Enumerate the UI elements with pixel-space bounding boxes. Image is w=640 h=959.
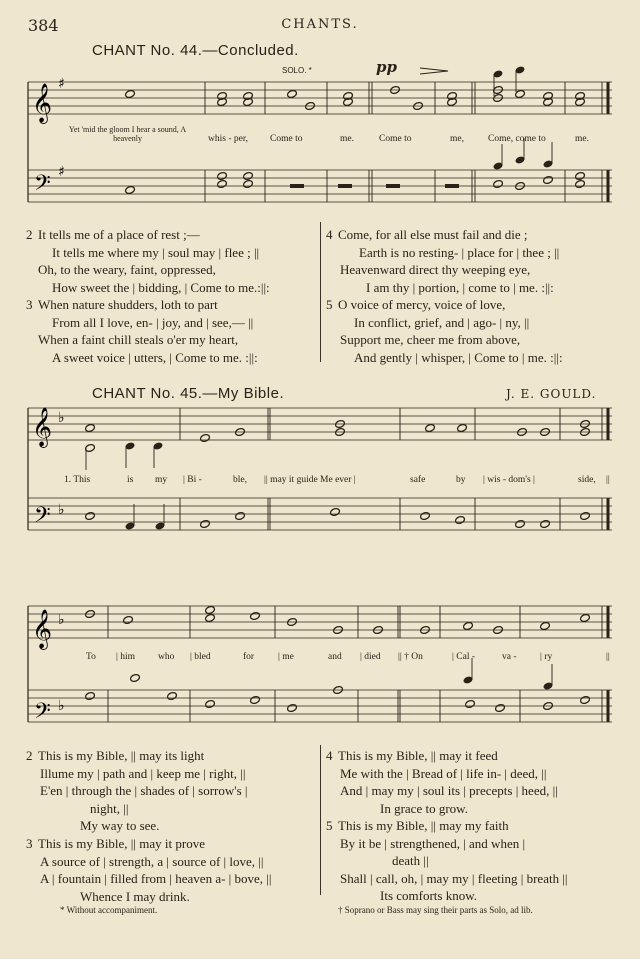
footnote-left: * Without accompaniment. — [60, 905, 158, 915]
bass-clef-icon: 𝄢 — [34, 503, 51, 533]
verse-5: 5 O voice of mercy, voice of love, In conflict, grief, and | ago- | ny, || Support me, cheer me from above, And gently | whisper, | Come to | me. :||: — [326, 297, 563, 365]
key-sharp-icon: ♯ — [58, 76, 65, 92]
lyric-syllable: Come, come to — [488, 134, 546, 144]
lyric-syllable: | ry — [540, 652, 553, 662]
lyric-syllable: | died — [360, 652, 381, 662]
key-flat-icon: ♭ — [58, 612, 65, 628]
bass-clef-icon: 𝄢 — [34, 171, 51, 201]
verse-2: 2 It tells me of a place of rest ;— It tells me where my | soul may | flee ; || Oh, to the weary, faint, oppressed, How sweet the | bidding, | Come to me.:||: — [26, 227, 270, 295]
composer: J. E. GOULD. — [506, 387, 597, 401]
lyric-syllable: by — [456, 475, 466, 485]
key-sharp-icon: ♯ — [58, 164, 65, 180]
lyric-syllable: | bled — [190, 652, 211, 662]
lyric-syllable: ble, — [233, 475, 247, 485]
page-number: 384 — [28, 16, 59, 35]
lyric-syllable: | Bi - — [183, 475, 202, 485]
lyric-syllable: for — [243, 652, 255, 662]
lyric-syllable: || — [606, 652, 610, 662]
lyric-intro: Yet 'mid the gloom I hear a sound, A heavenly — [68, 125, 187, 143]
lyric-syllable: side, — [578, 475, 596, 485]
lyric-syllable: me, — [450, 134, 464, 144]
key-flat-icon: ♭ — [58, 698, 65, 714]
lyric-syllable: who — [158, 652, 175, 662]
lyric-syllable: | wis - dom's | — [483, 475, 535, 485]
bass-clef-icon: 𝄢 — [34, 699, 51, 729]
verse-2: 2 This is my Bible, || may its light Illume my | path and | keep me | right, || E'en | through the | shades of | sorrow's | night, || My way to see. — [26, 748, 248, 833]
verse-3: 3 When nature shudders, loth to part From all I love, en- | joy, and | see,— || When a faint chill steals o'er my heart, A sweet voice | utters, | Come to me. :||: — [26, 297, 258, 365]
treble-clef-icon: 𝄞 — [32, 83, 53, 123]
lyric-syllable: || may it guide Me ever | — [264, 475, 356, 485]
verse-3: 3 This is my Bible, || may it prove A source of | strength, a | source of | love, || A | fountain | filled from | heaven a- | bove, || Whence I may drink. — [26, 836, 272, 904]
lyric-syllable: 1. This — [64, 475, 91, 485]
page-header: CHANTS. — [281, 17, 359, 32]
lyric-syllable: me. — [340, 134, 354, 144]
lyric-syllable: me. — [575, 134, 589, 144]
lyric-syllable: and — [328, 652, 342, 662]
lyric-syllable: my — [155, 475, 168, 485]
dynamic-marking: pp — [376, 58, 397, 76]
lyric-syllable: Come to — [270, 134, 303, 144]
lyric-syllable: va - — [502, 652, 517, 662]
lyric-syllable: || — [606, 475, 610, 485]
lyric-syllable: | him — [116, 652, 136, 662]
chant-45-title: CHANT No. 45.—My Bible. — [92, 385, 285, 402]
lyric-syllable: || † On — [398, 652, 423, 662]
treble-clef-icon: 𝄞 — [32, 609, 53, 649]
lyric-syllable: is — [127, 475, 134, 485]
key-flat-icon: ♭ — [58, 502, 65, 518]
solo-marking: SOLO. * — [282, 66, 312, 75]
lyric-syllable: | me — [278, 652, 294, 662]
key-flat-icon: ♭ — [58, 410, 65, 426]
treble-clef-icon: 𝄞 — [32, 407, 53, 447]
verse-4: 4 This is my Bible, || may it feed Me with the | Bread of | life in- | deed, || And | may my | soul its | precepts | heed, || In grace to grow. — [326, 748, 558, 816]
lyric-syllable: To — [86, 652, 96, 662]
verse-4: 4 Come, for all else must fail and die ; Earth is no resting- | place for | thee ; || Heavenward direct thy weeping eye, I am thy | portion, | come to | me. :||: — [326, 227, 560, 295]
lyric-syllable: | Cal - — [452, 652, 476, 662]
column-divider — [320, 745, 321, 895]
verse-5: 5 This is my Bible, || may my faith By it be | strengthened, | and when | death || Shall | call, oh, | may my | fleeting | breath || Its comforts know. — [326, 818, 568, 903]
chant-44-title: CHANT No. 44.—Concluded. — [92, 42, 299, 59]
footnote-right: † Soprano or Bass may sing their parts as Solo, ad lib. — [338, 905, 533, 915]
lyric-syllable: Come to — [379, 134, 412, 144]
lyric-syllable: whis - per, — [208, 134, 248, 144]
lyric-syllable: safe — [410, 475, 426, 485]
